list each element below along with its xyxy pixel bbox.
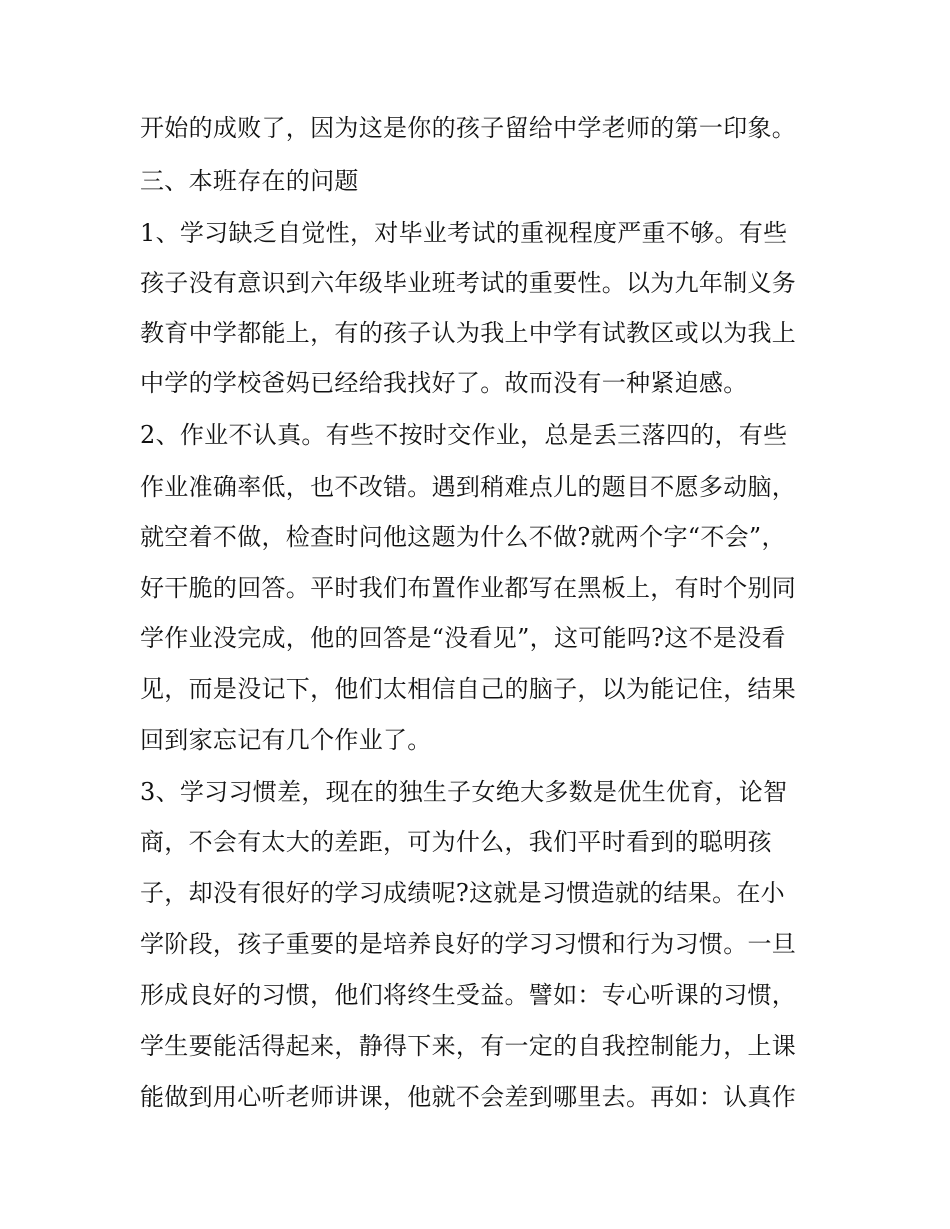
paragraph-line: 就空着不做，检查时问他这题为什么不做?就两个字“不会”， <box>140 523 786 551</box>
paragraph-line: 见，而是没记下，他们太相信自己的脑子，以为能记住，结果 <box>140 675 797 703</box>
paragraph-line: 孩子没有意识到六年级毕业班考试的重要性。以为九年制义务 <box>140 269 797 297</box>
paragraph-line: 能做到用心听老师讲课，他就不会差到哪里去。再如：认真作 <box>140 1083 797 1111</box>
paragraph-line: 开始的成败了，因为这是你的孩子留给中学老师的第一印象。 <box>140 114 797 142</box>
paragraph-line: 回到家忘记有几个作业了。 <box>140 726 432 754</box>
paragraph-line: 1、学习缺乏自觉性，对毕业考试的重视程度严重不够。有些 <box>140 219 788 247</box>
paragraph-line: 学阶段，孩子重要的是培养良好的学习习惯和行为习惯。一旦 <box>140 930 797 958</box>
paragraph-line: 3、学习习惯差，现在的独生子女绝大多数是优生优育，论智 <box>140 778 788 806</box>
paragraph-line: 学作业没完成，他的回答是“没看见”，这可能吗?这不是没看 <box>140 624 786 652</box>
paragraph-line: 2、作业不认真。有些不按时交作业，总是丢三落四的，有些 <box>140 421 788 449</box>
paragraph-line: 商，不会有太大的差距，可为什么，我们平时看到的聪明孩 <box>140 828 772 856</box>
paragraph-line: 教育中学都能上，有的孩子认为我上中学有试教区或以为我上 <box>140 319 797 347</box>
paragraph-line: 形成良好的习惯，他们将终生受益。譬如：专心听课的习惯， <box>140 981 797 1009</box>
paragraph-line: 好干脆的回答。平时我们布置作业都写在黑板上，有时个别同 <box>140 574 797 602</box>
paragraph-line: 中学的学校爸妈已经给我找好了。故而没有一种紧迫感。 <box>140 369 748 397</box>
paragraph-line: 子，却没有很好的学习成绩呢?这就是习惯造就的结果。在小 <box>140 879 785 907</box>
paragraph-line: 学生要能活得起来，静得下来，有一定的自我控制能力，上课 <box>140 1032 797 1060</box>
section-heading: 三、本班存在的问题 <box>140 167 359 195</box>
paragraph-line: 作业准确率低，也不改错。遇到稍难点儿的题目不愿多动脑， <box>140 473 797 501</box>
